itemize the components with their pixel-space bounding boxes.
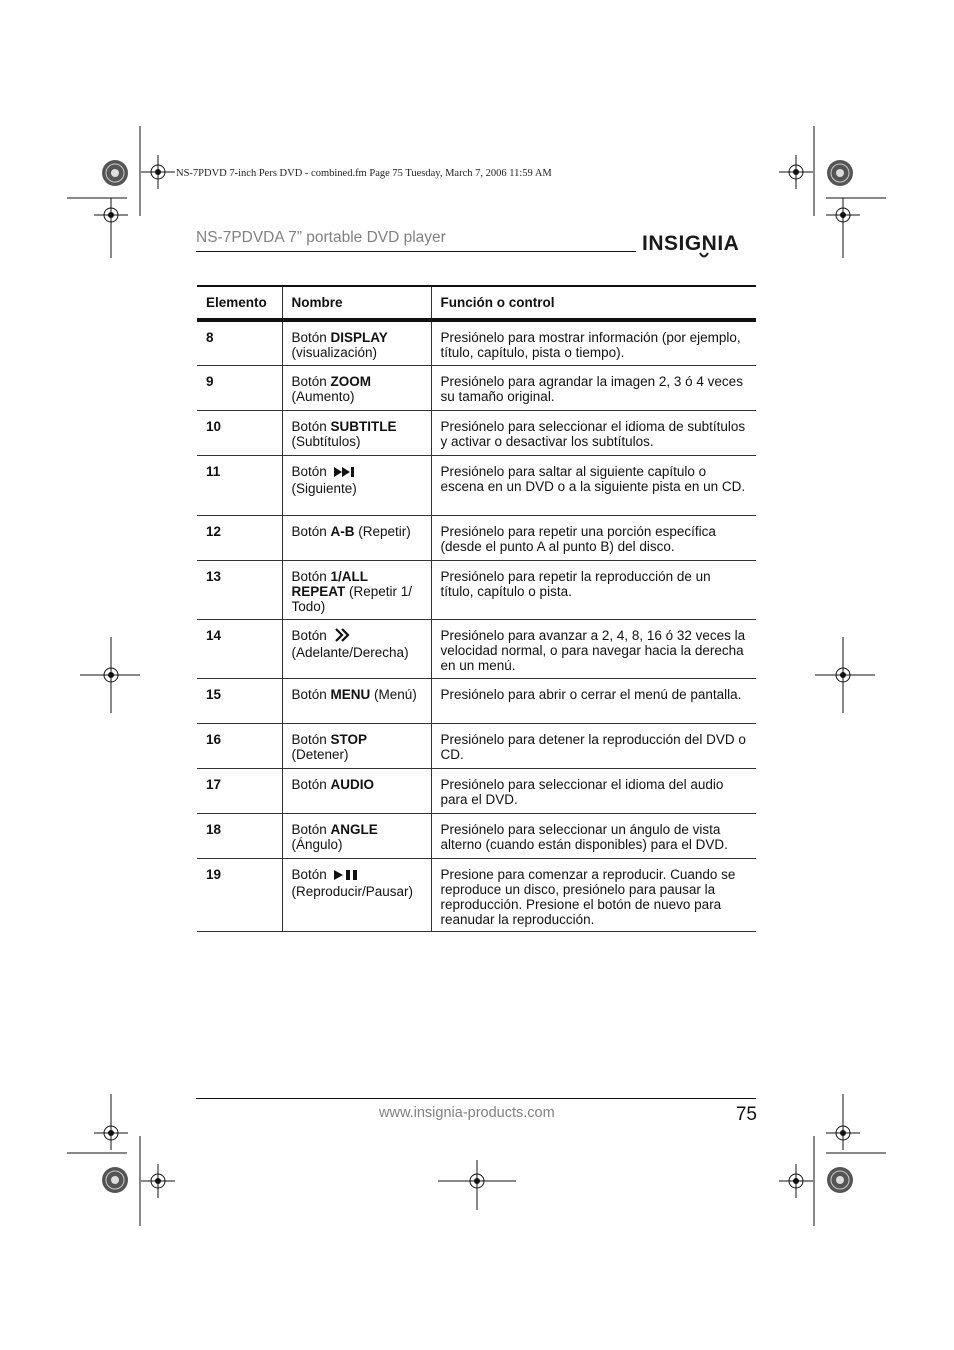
name-suffix: (Repetir) bbox=[354, 523, 411, 539]
item-description: Presiónelo para abrir o cerrar el menú de pantalla. bbox=[431, 678, 756, 723]
item-name bbox=[282, 813, 431, 858]
item-description: Presiónelo para saltar al siguiente capítulo o escena en un DVD o a la siguiente pista en un CD. bbox=[431, 455, 756, 515]
table-row bbox=[197, 858, 756, 931]
table-row bbox=[197, 410, 756, 455]
item-name bbox=[282, 365, 431, 410]
footer-url: www.insignia-products.com bbox=[379, 1105, 555, 1121]
item-number: 14 bbox=[197, 619, 282, 678]
table-row bbox=[197, 515, 756, 560]
table-row bbox=[197, 320, 756, 365]
play-pause-icon bbox=[334, 869, 360, 884]
crop-line-icon bbox=[139, 126, 141, 216]
button-function-table bbox=[197, 285, 756, 932]
item-number: 16 bbox=[197, 723, 282, 768]
item-number: 10 bbox=[197, 410, 282, 455]
crop-line-icon bbox=[842, 1094, 844, 1134]
button-name: A-B bbox=[330, 523, 355, 539]
item-description: Presiónelo para seleccionar un ángulo de vista alterno (cuando están disponibles) para el DVD. bbox=[431, 813, 756, 858]
crosshair-icon bbox=[779, 155, 813, 189]
crop-line-icon bbox=[67, 197, 127, 199]
item-description: Presiónelo para detener la reproducción del DVD o CD. bbox=[431, 723, 756, 768]
item-name bbox=[282, 678, 431, 723]
footer-rule bbox=[196, 1098, 756, 1099]
name-prefix: Botón bbox=[291, 463, 331, 479]
table-row bbox=[197, 678, 756, 723]
item-description: Presiónelo para seleccionar el idioma de subtítulos y activar o desactivar los subtítulos. bbox=[431, 410, 756, 455]
crop-line-icon bbox=[80, 674, 140, 676]
button-name: ZOOM bbox=[330, 373, 372, 389]
running-head: NS-7PDVDA 7” portable DVD player bbox=[196, 229, 446, 246]
crop-line-icon bbox=[826, 197, 886, 199]
item-number: 15 bbox=[197, 678, 282, 723]
registration-mark-icon bbox=[100, 158, 130, 188]
name-suffix: (Reproducir/Pausar) bbox=[291, 883, 414, 899]
item-number: 19 bbox=[197, 858, 282, 931]
header-rule bbox=[196, 251, 636, 252]
button-name: STOP bbox=[330, 731, 368, 747]
item-name bbox=[282, 515, 431, 560]
column-header-funcion: Función o control bbox=[431, 286, 756, 320]
name-suffix: (visualización) bbox=[291, 345, 378, 360]
insignia-logo bbox=[640, 224, 760, 264]
item-name bbox=[282, 723, 431, 768]
crosshair-icon bbox=[141, 1164, 175, 1198]
item-number: 8 bbox=[197, 320, 282, 365]
crop-line-icon bbox=[842, 218, 844, 258]
crop-line-icon bbox=[476, 1160, 478, 1210]
item-name bbox=[282, 410, 431, 455]
crop-line-icon bbox=[815, 674, 875, 676]
item-description: Presiónelo para mostrar información (por ejemplo, título, capítulo, pista o tiempo). bbox=[431, 320, 756, 365]
column-header-nombre: Nombre bbox=[282, 286, 431, 320]
name-prefix: Botón bbox=[291, 686, 331, 702]
crop-line-icon bbox=[67, 1152, 127, 1154]
button-name: SUBTITLE bbox=[330, 418, 397, 434]
print-header: NS-7PDVD 7-inch Pers DVD - combined.fm Page 75 Tuesday, March 7, 2006 11:59 AM bbox=[176, 168, 552, 179]
item-name bbox=[282, 768, 431, 813]
table-row bbox=[197, 768, 756, 813]
button-name: ANGLE bbox=[330, 821, 378, 837]
item-description: Presiónelo para repetir la reproducción de un título, capítulo o pista. bbox=[431, 560, 756, 619]
registration-mark-icon bbox=[825, 158, 855, 188]
column-header-elemento: Elemento bbox=[197, 286, 282, 320]
crosshair-icon bbox=[779, 1164, 813, 1198]
table-row bbox=[197, 560, 756, 619]
item-number: 12 bbox=[197, 515, 282, 560]
name-suffix: (Menú) bbox=[370, 686, 417, 702]
crop-line-icon bbox=[110, 218, 112, 258]
item-description: Presione para comenzar a reproducir. Cuando se reproduce un disco, presiónelo para pausar la reproducción. Presione el botón de nuevo para reanudar la reproducción. bbox=[431, 858, 756, 931]
name-suffix: (Adelante/Derecha) bbox=[291, 644, 409, 660]
item-number: 9 bbox=[197, 365, 282, 410]
item-description: Presiónelo para seleccionar el idioma del audio para el DVD. bbox=[431, 768, 756, 813]
item-name bbox=[282, 455, 431, 515]
name-prefix: Botón bbox=[291, 330, 331, 345]
name-prefix: Botón bbox=[291, 776, 331, 792]
fast-forward-icon bbox=[334, 628, 352, 645]
name-prefix: Botón bbox=[291, 568, 331, 584]
button-name: AUDIO bbox=[330, 776, 375, 792]
page-number: 75 bbox=[735, 1104, 757, 1125]
crop-line-icon bbox=[139, 1136, 141, 1226]
name-prefix: Botón bbox=[291, 731, 331, 747]
next-track-icon bbox=[334, 466, 358, 481]
name-suffix: (Subtítulos) bbox=[291, 433, 361, 449]
table-header-row bbox=[197, 286, 756, 320]
item-number: 13 bbox=[197, 560, 282, 619]
item-name bbox=[282, 619, 431, 678]
crop-line-icon bbox=[813, 126, 815, 216]
name-suffix: (Siguiente) bbox=[291, 480, 357, 496]
name-prefix: Botón bbox=[291, 373, 331, 389]
item-description: Presiónelo para repetir una porción específica (desde el punto A al punto B) del disco. bbox=[431, 515, 756, 560]
button-name: DISPLAY bbox=[330, 330, 388, 345]
item-description: Presiónelo para agrandar la imagen 2, 3 ó 4 veces su tamaño original. bbox=[431, 365, 756, 410]
name-suffix: (Aumento) bbox=[291, 388, 355, 404]
name-prefix: Botón bbox=[291, 418, 331, 434]
item-name bbox=[282, 858, 431, 931]
registration-mark-icon bbox=[825, 1165, 855, 1195]
button-name: MENU bbox=[330, 686, 371, 702]
name-suffix: (Repetir 1/ Todo) bbox=[291, 583, 413, 614]
item-name bbox=[282, 320, 431, 365]
name-suffix: (Ángulo) bbox=[291, 836, 343, 852]
name-prefix: Botón bbox=[291, 627, 331, 643]
logo-wordmark: INSIGNIA bbox=[642, 232, 740, 255]
table-row bbox=[197, 455, 756, 515]
item-number: 18 bbox=[197, 813, 282, 858]
name-prefix: Botón bbox=[291, 523, 331, 539]
item-name bbox=[282, 560, 431, 619]
name-suffix: (Detener) bbox=[291, 746, 349, 762]
table-body bbox=[197, 320, 756, 931]
button-name: 1/ALL REPEAT bbox=[291, 568, 368, 599]
name-prefix: Botón bbox=[291, 866, 331, 882]
table-row bbox=[197, 813, 756, 858]
table-row bbox=[197, 619, 756, 678]
table-row bbox=[197, 365, 756, 410]
crop-line-icon bbox=[110, 1094, 112, 1134]
table-row bbox=[197, 723, 756, 768]
crop-line-icon bbox=[826, 1152, 886, 1154]
crosshair-icon bbox=[141, 155, 175, 189]
registration-mark-icon bbox=[100, 1165, 130, 1195]
item-number: 17 bbox=[197, 768, 282, 813]
crop-line-icon bbox=[813, 1136, 815, 1226]
name-prefix: Botón bbox=[291, 821, 331, 837]
item-description: Presiónelo para avanzar a 2, 4, 8, 16 ó 32 veces la velocidad normal, o para navegar hacia la derecha en un menú. bbox=[431, 619, 756, 678]
item-number: 11 bbox=[197, 455, 282, 515]
